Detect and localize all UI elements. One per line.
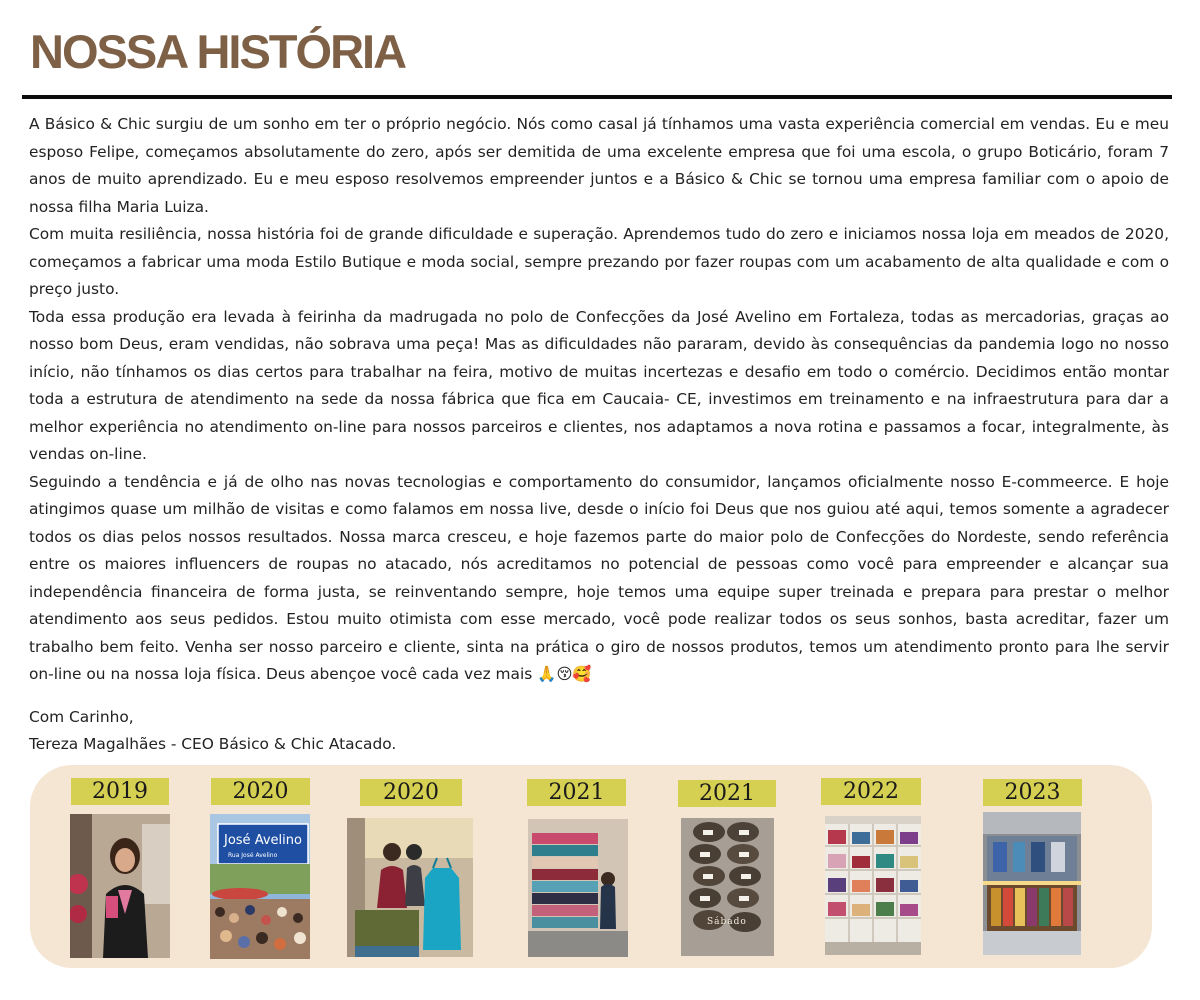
photo-2021-packages xyxy=(681,818,774,956)
photo-2019-founder xyxy=(70,814,170,958)
year-label-2021: 2021 xyxy=(678,780,776,807)
year-label-2022: 2022 xyxy=(821,778,921,805)
title-divider xyxy=(22,95,1172,99)
year-label-2020: 2020 xyxy=(360,779,462,806)
year-label-2019: 2019 xyxy=(71,778,169,805)
bag-label-text: Sábado xyxy=(707,917,747,927)
page-title: NOSSA HISTÓRIA xyxy=(30,25,406,78)
photo-2023-storefront xyxy=(983,812,1081,955)
photo-2021-fabric-rolls xyxy=(528,819,628,957)
story-paragraph: Toda essa produção era levada à feirinha da madrugada no polo de Confecções da José Avelino em Fortaleza, todas as mercadorias, graças ao nosso bom Deus, eram vendidas, não sobrava uma peça! Mas as dificuldades não pararam, devido às consequências da pandemia logo no nosso início, não tínhamos os dias certos para trabalhar na feira, motivo de muitas incertezas e desafio em todo o comércio. Decidimos então montar toda a estrutura de atendimento na sede da nossa fábrica que fica em Caucaia- CE, investimos em treinamento e na infraestrutura para dar a melhor experiência no atendimento on-line para nossos parceiros e clientes, nos adaptamos a nova rotina e passamos a focar, integralmente, às vendas on-line. xyxy=(29,307,1169,463)
signoff-signature: Tereza Magalhães - CEO Básico & Chic Atacado. xyxy=(29,735,397,753)
year-label-2021: 2021 xyxy=(527,779,626,806)
street-sign-title: José Avelino xyxy=(224,833,302,848)
signoff-greeting: Com Carinho, xyxy=(29,708,134,726)
story-paragraph: Seguindo a tendência e já de olho nas novas tecnologias e comportamento do consumidor, lançamos oficialmente nosso E-commeerce. E hoje atingimos quase um milhão de visitas e como falamos em nossa live, desde o início foi Deus que nos guiou até aqui, temos somente a agradecer todos os dias pelos nossos resultados. Nossa marca cresceu, e hoje fazemos parte do maior polo de Confecções do Nordeste, sendo referência entre os maiores influencers de roupas no atacado, nós acreditamos no potencial de pessoas como você para empreender e alcançar sua independência financeira de forma justa, se reinventando sempre, hoje temos uma equipe super treinada e prepara para prestar o melhor atendimento aos seus pedidos. Estou muito otimista com esse mercado, você pode realizar todos os seus sonhos, basta acreditar, fazer um trabalho bem feito. Venha ser nosso parceiro e cliente, sinta na prática o giro de nossos produtos, temos um atendimento pronto para lhe servir on-line ou na nossa loja física. Deus abençoe você cada vez mais 🙏😚🥰 xyxy=(29,472,1169,683)
story-paragraph: A Básico & Chic surgiu de um sonho em ter o próprio negócio. Nós como casal já tínhamos uma vasta experiência comercial em vendas. Eu e meu esposo Felipe, começamos absolutamente do zero, após ser demitida de uma excelente empresa que foi uma escola, o grupo Boticário, foram 7 anos de muito aprendizado. Eu e meu esposo resolvemos empreender juntos e a Básico & Chic se tornou uma empresa familiar com o apoio de nossa filha Maria Luiza. xyxy=(29,115,1169,216)
photo-2020-street-sign xyxy=(210,814,310,959)
year-label-2020: 2020 xyxy=(211,778,310,805)
street-sign-subtitle: Rua José Avelino xyxy=(228,852,278,859)
photo-2022-shelves xyxy=(825,816,921,955)
story-text xyxy=(29,111,1169,689)
photo-2020-fabric-stall xyxy=(347,818,473,957)
year-label-2023: 2023 xyxy=(983,779,1082,806)
story-paragraph: Com muita resiliência, nossa história foi de grande dificuldade e superação. Aprendemos tudo do zero e iniciamos nossa loja em meados de 2020, começamos a fabricar uma moda Estilo Butique e moda social, sempre prezando por fazer roupas com um acabamento de alta qualidade e com o preço justo. xyxy=(29,225,1169,298)
signoff xyxy=(29,704,396,758)
